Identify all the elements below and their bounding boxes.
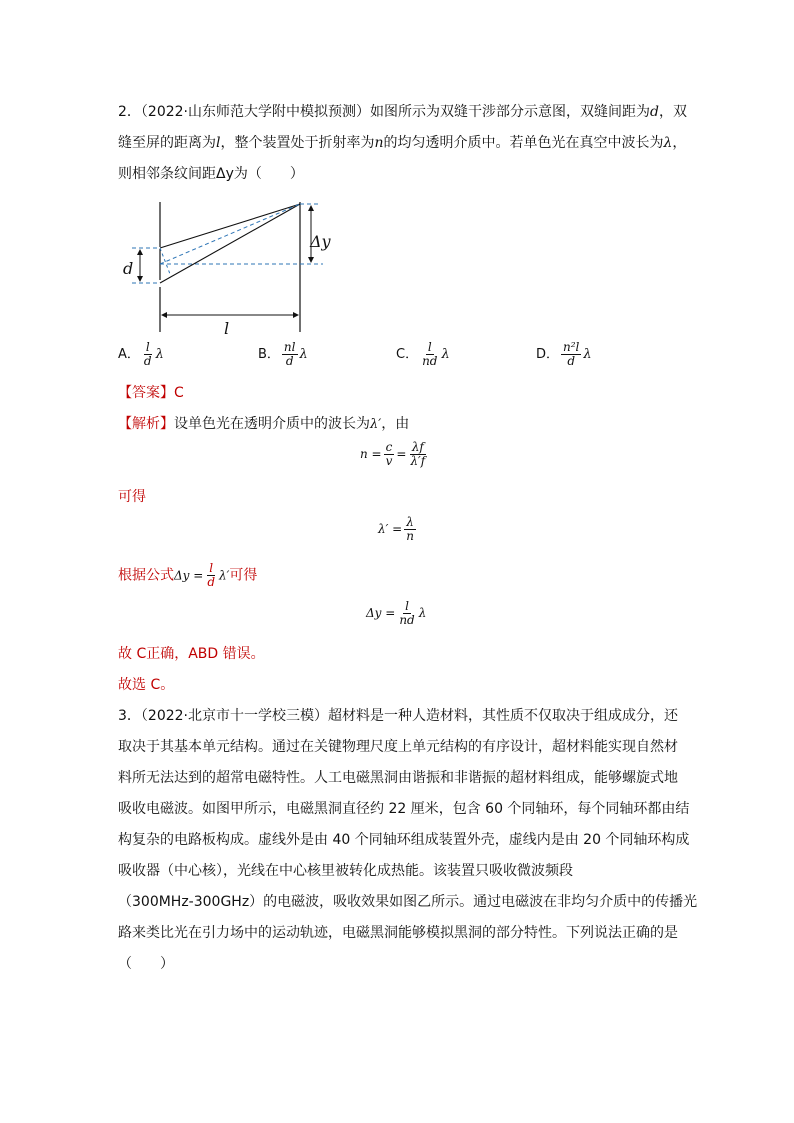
q3-line-8: 路来类比光在引力场中的运动轨迹，电磁黑洞能够模拟黑洞的部分特性。下列说法正确的是 [118, 925, 678, 941]
fraction-num: n²l [563, 340, 580, 354]
equation-2 [378, 516, 418, 543]
q3-line-3: 料所无法达到的超常电磁特性。人工电磁黑洞由谐振和非谐振的超材料组成，能够螺旋式地 [118, 770, 678, 786]
fraction-den: d [143, 354, 152, 368]
answer-line [118, 383, 184, 403]
option-letter: C． [396, 347, 419, 362]
option-tail: λ [441, 347, 450, 362]
q2-line-1 [118, 102, 687, 122]
eq-lhs: λ′ = [378, 522, 403, 536]
label-dy: Δy [310, 232, 331, 251]
fraction-num: l [405, 599, 409, 613]
option-fraction [142, 341, 154, 368]
formula-pre: 根据公式 [118, 567, 174, 584]
q2-stem-part: 的均匀透明介质中。若单色光在真空中波长为 [383, 135, 664, 151]
option-fraction [282, 341, 298, 368]
eq-mid: = [396, 447, 407, 461]
fraction-den: v [385, 454, 393, 468]
q2-source: （2022·山东师范大学附中模拟预测） [140, 104, 371, 120]
fraction-num: l [209, 561, 214, 575]
fraction-num: nl [283, 340, 296, 354]
var-l: l [216, 135, 221, 151]
label-l: l [224, 319, 230, 338]
formula-lhs: Δy = [174, 568, 204, 583]
eq-tail: λ [418, 606, 427, 620]
fraction-num: l [145, 340, 150, 354]
fraction-den: d [207, 575, 216, 589]
option-b[interactable] [258, 341, 308, 368]
conclusion: 故 C正确，ABD 错误。 [118, 646, 265, 662]
option-tail: λ [583, 347, 592, 362]
answer-value: C [174, 385, 184, 401]
option-c[interactable] [396, 341, 450, 368]
fraction-num: c [385, 440, 393, 454]
q2-number: 2． [118, 104, 141, 120]
q3-line-9: （ ） [118, 956, 174, 972]
analysis-label: 【解析】 [118, 416, 174, 432]
option-letter: B． [258, 347, 280, 362]
ke-de: 可得 [118, 489, 146, 505]
analysis-tail: ，由 [381, 416, 410, 432]
var-n: n [374, 135, 384, 151]
equation-3 [366, 600, 426, 627]
fraction-num: λf [411, 440, 424, 454]
q2-line-3: 则相邻条纹间距Δy为（ ） [118, 166, 304, 182]
q3-line-1 [118, 706, 678, 726]
option-tail: λ [299, 347, 308, 362]
option-letter: D． [536, 347, 560, 362]
q3-line-5: 构复杂的电路板构成。虚线外是由 40 个同轴环组成装置外壳，虚线内是由 20 个同轴环构成 [118, 832, 690, 848]
fraction-den: nd [422, 354, 438, 368]
option-a[interactable] [118, 341, 164, 368]
eq-lhs: n = [360, 447, 382, 461]
option-tail: λ [155, 347, 164, 362]
analysis-text: 设单色光在透明介质中的波长为 [174, 416, 370, 432]
analysis-sym: λ′ [370, 417, 382, 432]
q2-line-2 [118, 133, 686, 153]
fraction-den: λ′f [410, 454, 426, 468]
formula-post: 可得 [229, 567, 258, 584]
final-answer: 故选 C。 [118, 677, 175, 693]
equation-1 [360, 441, 429, 468]
q3-number: 3． [118, 708, 141, 724]
formula-line [118, 562, 257, 589]
q3-line-2: 取决于其基本单元结构。通过在关键物理尺度上单元结构的有序设计，超材料能实现自然材 [118, 739, 678, 755]
q3-line-7: （300MHz-300GHz）的电磁波，吸收效果如图乙所示。通过电磁波在非均匀介质中的传播光 [118, 894, 698, 910]
fraction-num: λ [406, 515, 414, 529]
analysis-line [118, 414, 409, 435]
label-d: d [123, 259, 134, 278]
q2-stem-part: ，整个装置处于折射率为 [220, 135, 375, 151]
option-d[interactable] [536, 341, 592, 368]
var-d: d [650, 104, 659, 120]
fraction-num: l [427, 340, 432, 354]
fraction-den: nd [399, 613, 415, 627]
q2-stem-part: ，双 [658, 104, 687, 120]
option-fraction [420, 341, 439, 368]
option-letter: A． [118, 347, 140, 362]
double-slit-diagram [118, 192, 331, 338]
fraction-den: n [406, 529, 414, 543]
q3-line-6: 吸收器（中心核），光线在中心核里被转化成热能。该装置只吸收微波频段 [118, 863, 573, 879]
q2-stem-part: 如图所示为双缝干涉部分示意图，双缝间距为 [370, 104, 651, 120]
fraction-den: d [567, 354, 576, 368]
q3-line-4: 吸收电磁波。如图甲所示，电磁黑洞直径约 22 厘米，包含 60 个同轴环，每个同轴环都由结 [118, 801, 690, 817]
option-fraction [561, 341, 581, 368]
var-lambda: λ [663, 135, 673, 151]
formula-sym: λ′ [219, 568, 230, 583]
fraction-den: d [285, 354, 294, 368]
q3-text: （2022·北京市十一学校三模）超材料是一种人造材料，其性质不仅取决于组成成分，还 [140, 708, 678, 724]
q2-stem-part: ， [672, 135, 687, 151]
eq-lhs: Δy = [366, 606, 396, 620]
q2-stem-part: 缝至屏的距离为 [118, 135, 216, 151]
answer-label: 【答案】 [118, 385, 174, 401]
